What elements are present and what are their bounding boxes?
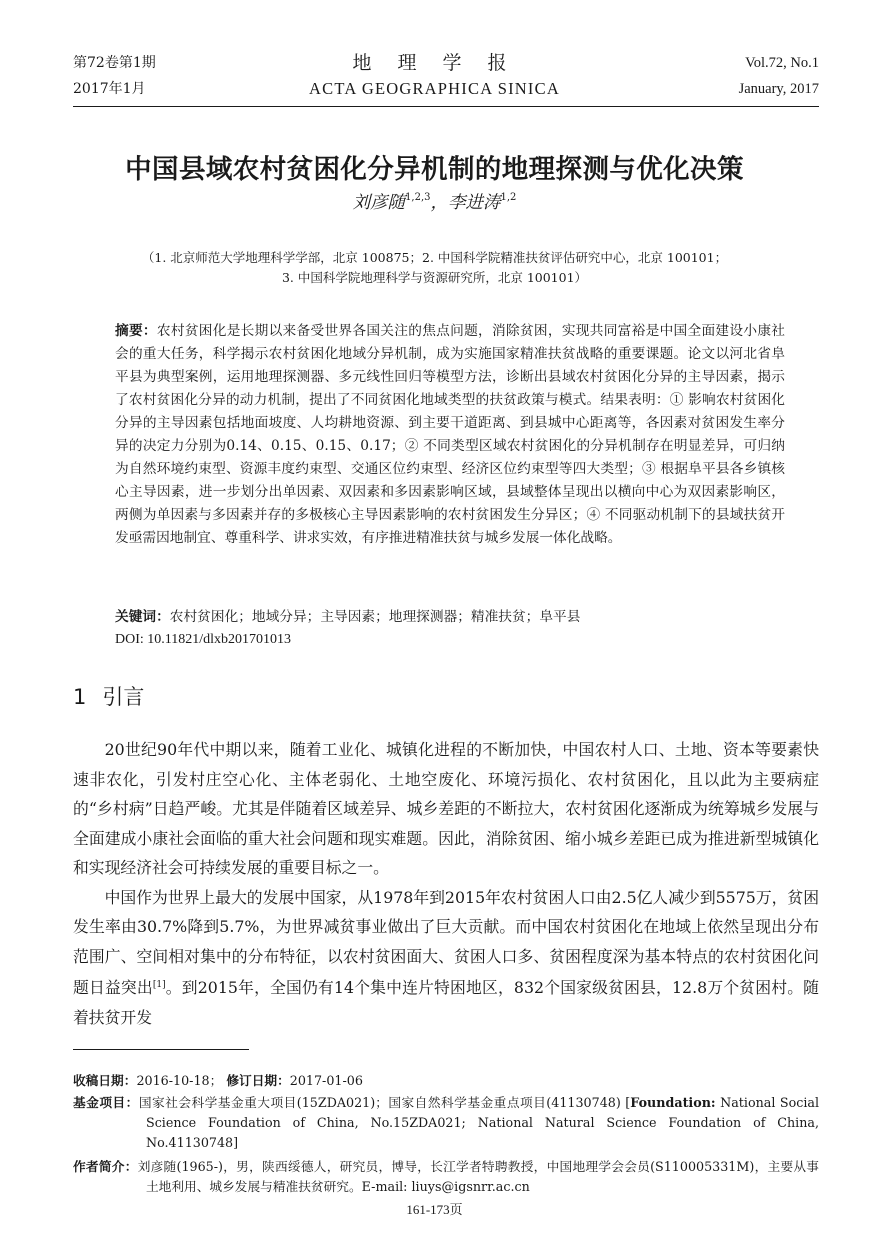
author-1-affiliation: 1,2,3 — [405, 192, 431, 203]
funding-en-label: Foundation: — [630, 1095, 716, 1110]
section-title: 引言 — [102, 685, 145, 709]
received-label: 收稿日期： — [73, 1073, 137, 1088]
funding-en: National Social Science Foundation of China, No.15ZDA021; National Natural Science Foundation of China, No.41130748] — [146, 1095, 820, 1150]
author-1: 刘彦随 — [352, 193, 406, 213]
paragraph-1: 20世纪90年代中期以来，随着工业化、城镇化进程的不断加快，中国农村人口、土地、资本等要素快速非农化，引发村庄空心化、主体老弱化、土地空废化、环境污损化、农村贫困化，且以此为主要病症的“乡村病”日趋严峻。尤其是伴随着区域差异、城乡差距的不断拉大，农村贫困化逐渐成为统筹城乡发展与全面建成小康社会面临的重大社会问题和现实难题。因此，消除贫困、缩小城乡差距已成为推进新型城镇化和实现经济社会可持续发展的重要目标之一。 — [73, 740, 819, 877]
paragraph-2 — [73, 883, 819, 1033]
revised-label: 修订日期： — [226, 1073, 290, 1088]
header-rule — [73, 106, 819, 107]
author-separator: ， — [430, 193, 449, 213]
header-right — [739, 50, 819, 102]
author-line — [0, 189, 869, 214]
date-cn: 2017年1月 — [73, 81, 146, 97]
article-title: 中国县域农村贫困化分异机制的地理探测与优化决策 — [125, 154, 744, 185]
footnote-rule — [73, 1049, 249, 1050]
volume-en: Vol.72, No.1 — [745, 55, 819, 71]
affiliations-line-1: （1. 北京师范大学地理科学学部，北京 100875；2. 中国科学院精准扶贫评估研究中心，北京 100101； — [141, 250, 728, 265]
date-en: January, 2017 — [738, 81, 819, 97]
author-bio-label: 作者简介： — [73, 1159, 138, 1174]
funding-cn: 国家社会科学基金重大项目(15ZDA021)；国家自然科学基金重点项目(41130748) [ — [138, 1095, 631, 1110]
keywords-label: 关键词： — [115, 609, 170, 625]
section-number: 1 — [73, 685, 87, 709]
doi: DOI: 10.11821/dlxb201701013 — [115, 632, 292, 647]
section-heading — [73, 681, 144, 711]
footnote-funding — [73, 1093, 819, 1153]
keywords — [115, 606, 785, 629]
author-2-affiliation: 1,2 — [500, 192, 517, 203]
body-text — [73, 735, 819, 1032]
paragraph-2-part-b: 。到2015年，全国仍有14个集中连片特困地区，832个国家级贫困县，12.8万个贫困村。随着扶贫开发 — [73, 978, 819, 1027]
journal-name-cn: 地 理 学 报 — [352, 52, 517, 74]
keywords-text: 农村贫困化；地域分异；主导因素；地理探测器；精准扶贫；阜平县 — [169, 609, 581, 625]
paragraph-2-part-a: 中国作为世界上最大的发展中国家，从1978年到2015年农村贫困人口由2.5亿人减少到5575万，贫困发生率由30.7%降到5.7%，为世界减贫事业做出了巨大贡献。而中国农村贫困化在地域上依然呈现出分布范围广、空间相对集中的分布特征，以农村贫困面大、贫困人口多、贫困程度深为基本特点的农村贫困化问题日益突出 — [73, 887, 820, 997]
footnote-author-bio — [73, 1157, 819, 1197]
page-range: 161-173页 — [406, 1202, 463, 1217]
funding-label: 基金项目： — [73, 1095, 139, 1110]
revised-date: 2017-01-06 — [289, 1073, 363, 1088]
author-bio-text: 刘彦随(1965-)，男，陕西绥德人，研究员，博导，长江学者特聘教授，中国地理学会会员(S110005331M)，主要从事土地利用、城乡发展与精准扶贫研究。E-mail: liuys@igsnrr.ac.cn — [137, 1159, 819, 1194]
affiliations-line-2: 3. 中国科学院地理科学与资源研究所，北京 100101） — [281, 270, 588, 285]
footnote-dates — [73, 1071, 819, 1091]
affiliations — [0, 248, 869, 288]
journal-name-en: ACTA GEOGRAPHICA SINICA — [309, 79, 560, 98]
citation-ref[interactable]: [1] — [152, 980, 166, 990]
abstract-label: 摘要： — [115, 323, 157, 339]
abstract — [115, 320, 785, 550]
author-2: 李进涛 — [448, 193, 501, 213]
abstract-text: 农村贫困化是长期以来备受世界各国关注的焦点问题，消除贫困，实现共同富裕是中国全面建设小康社会的重大任务，科学揭示农村贫困化地域分异机制，成为实施国家精准扶贫战略的重要课题。论文以河北省阜平县为典型案例，运用地理探测器、多元线性回归等模型方法，诊断出县域农村贫困化分异的主导因素，揭示了农村贫困化分异的动力机制，提出了不同贫困化地域类型的扶贫政策与模式。结果表明：① 影响农村贫困化分异的主导因素包括地面坡度、人均耕地资源、到主要干道距离、到县城中心距离等，各因素对贫困发生率分异的决定力分别为0.14、0.15、0.15、0.17；② 不同类型区域农村贫困化的分异机制存在明显差异，可归纳为自然环境约束型、资源丰度约束型、交通区位约束型、经济区位约束型等四大类型；③ 根据阜平县各乡镇核心主导因素，进一步划分出单因素、双因素和多因素影响区域，县域整体呈现出以横向中心为双因素影响区，两侧为单因素与多因素并存的多极核心主导因素影响的农村贫困发生分异区；④ 不同驱动机制下的县域扶贫开发亟需因地制宜、尊重科学、讲求实效，有序推进精准扶贫与城乡发展一体化战略。 — [115, 323, 785, 546]
received-date: 2016-10-18； — [136, 1073, 223, 1088]
volume-cn: 第72卷第1期 — [73, 55, 156, 71]
